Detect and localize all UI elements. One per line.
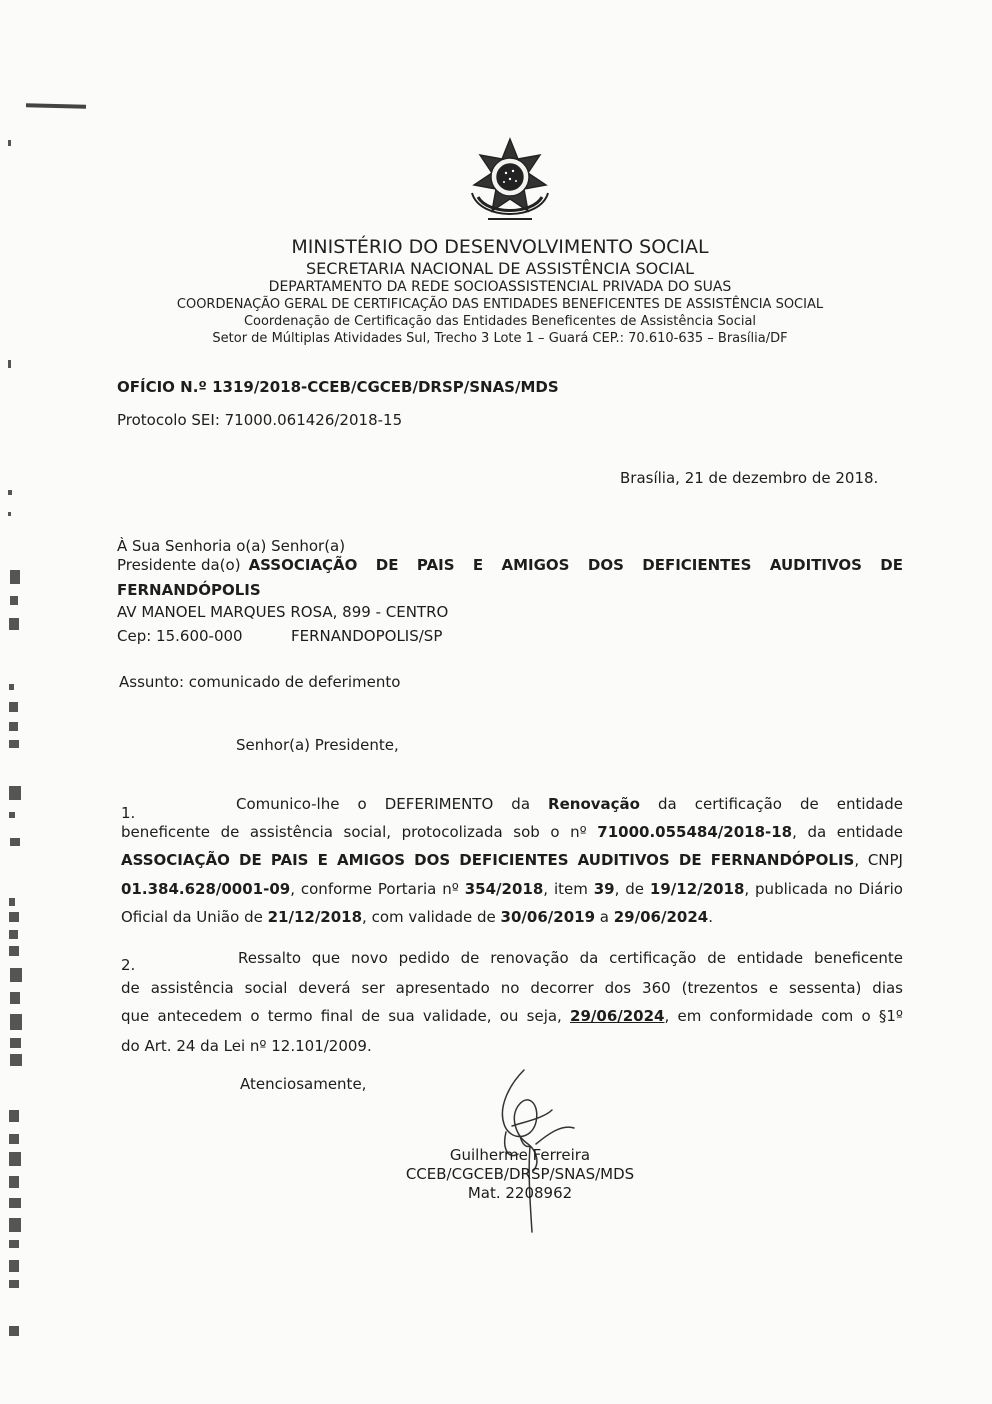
- header-address: Setor de Múltiplas Atividades Sul, Trecho 3 Lote 1 – Guará CEP.: 70.610-635 – Brasília/DF: [212, 331, 788, 346]
- paragraph1-line2: [121, 823, 903, 841]
- paragraph1-text: , da entidade: [792, 823, 903, 841]
- recipient-cep: Cep: 15.600-000: [117, 627, 243, 645]
- item-number: 39: [593, 880, 615, 898]
- recipient-entity-line1: [117, 556, 903, 574]
- paragraph2-line1: Ressalto que novo pedido de renovação da certificação de entidade beneficente: [238, 949, 903, 967]
- process-number: 71000.055484/2018-18: [597, 823, 793, 841]
- brazil-coat-of-arms-icon: [458, 137, 562, 229]
- paragraph2-text: , em conformidade com o §1º: [664, 1007, 903, 1025]
- header-coordination: Coordenação de Certificação das Entidades Beneficentes de Assistência Social: [243, 314, 757, 329]
- header-general-coordination: COORDENAÇÃO GERAL DE CERTIFICAÇÃO DAS ENTIDADES BENEFICENTES DE ASSISTÊNCIA SOCIAL: [176, 297, 824, 312]
- entity-name: ASSOCIAÇÃO DE PAIS E AMIGOS DOS DEFICIENTES AUDITIVOS DE FERNANDÓPOLIS: [121, 851, 855, 869]
- paragraph2-line4: do Art. 24 da Lei nº 12.101/2009.: [121, 1037, 372, 1055]
- recipient-salutation: À Sua Senhoria o(a) Senhor(a): [117, 537, 346, 555]
- greeting: Senhor(a) Presidente,: [236, 736, 399, 754]
- recipient-entity-name: ASSOCIAÇÃO DE PAIS E AMIGOS DOS DEFICIENTES AUDITIVOS DE: [248, 556, 903, 574]
- paragraph1-text: , publicada no Diário: [744, 880, 903, 898]
- paragraph2-number: 2.: [121, 956, 136, 974]
- paragraph1-line1: [236, 795, 903, 813]
- recipient-street: AV MANOEL MARQUES ROSA, 899 - CENTRO: [117, 603, 449, 621]
- paragraph1-text: , item: [543, 880, 594, 898]
- paragraph2-line3: [121, 1007, 903, 1025]
- paragraph1-text: , de: [614, 880, 650, 898]
- publication-date: 21/12/2018: [267, 908, 363, 926]
- recipient-city: FERNANDOPOLIS/SP: [291, 627, 443, 645]
- paragraph2-line2: de assistência social deverá ser apresentado no decorrer dos 360 (trezentos e sessenta) dias: [121, 979, 903, 997]
- header-ministry: MINISTÉRIO DO DESENVOLVIMENTO SOCIAL: [291, 236, 709, 258]
- paragraph1-line5: [121, 908, 903, 926]
- paragraph1-line3: [121, 851, 903, 869]
- validity-end: 29/06/2024: [613, 908, 709, 926]
- paragraph1-line4: [121, 880, 903, 898]
- validity-start: 30/06/2019: [500, 908, 595, 926]
- protocolo-sei: Protocolo SEI: 71000.061426/2018-15: [117, 411, 403, 429]
- paragraph1-text: , com validade de: [362, 908, 501, 926]
- scan-margin-artifacts: [0, 0, 40, 1404]
- closing: Atenciosamente,: [240, 1075, 367, 1093]
- validity-end-date: 29/06/2024: [570, 1007, 665, 1025]
- paragraph1-number: 1.: [121, 804, 136, 822]
- header-department: DEPARTAMENTO DA REDE SOCIOASSISTENCIAL PRIVADA DO SUAS: [268, 279, 732, 295]
- portaria-number: 354/2018: [464, 880, 544, 898]
- signer-unit: CCEB/CGCEB/DRSP/SNAS/MDS: [405, 1165, 635, 1183]
- paragraph1-text: , conforme Portaria nº: [290, 880, 465, 898]
- paragraph1-text: , CNPJ: [854, 851, 903, 869]
- paragraph1-text: da certificação de entidade: [639, 795, 903, 813]
- header-secretariat: SECRETARIA NACIONAL DE ASSISTÊNCIA SOCIAL: [306, 259, 694, 278]
- letter-date: Brasília, 21 de dezembro de 2018.: [620, 469, 879, 487]
- paragraph1-text: beneficente de assistência social, protocolizada sob o nº: [121, 823, 598, 841]
- paragraph1-text: Oficial da União de: [121, 908, 268, 926]
- paragraph2-text: que antecedem o termo final de sua validade, ou seja,: [121, 1007, 571, 1025]
- paragraph1-text: a: [595, 908, 614, 926]
- recipient-role: Presidente da(o): [117, 556, 241, 574]
- portaria-date: 19/12/2018: [649, 880, 745, 898]
- cnpj-number: 01.384.628/0001-09: [121, 880, 291, 898]
- signer-name: Guilherme Ferreira: [449, 1146, 591, 1164]
- subject: Assunto: comunicado de deferimento: [119, 673, 401, 691]
- recipient-entity-name-cont: FERNANDÓPOLIS: [117, 581, 261, 599]
- signer-registration: Mat. 2208962: [467, 1184, 573, 1202]
- paragraph1-text: .: [708, 908, 713, 926]
- renewal-label: Renovação: [548, 795, 640, 813]
- oficio-number: OFÍCIO N.º 1319/2018-CCEB/CGCEB/DRSP/SNAS/MDS: [117, 378, 559, 396]
- paragraph1-text: Comunico-lhe o DEFERIMENTO da: [236, 795, 549, 813]
